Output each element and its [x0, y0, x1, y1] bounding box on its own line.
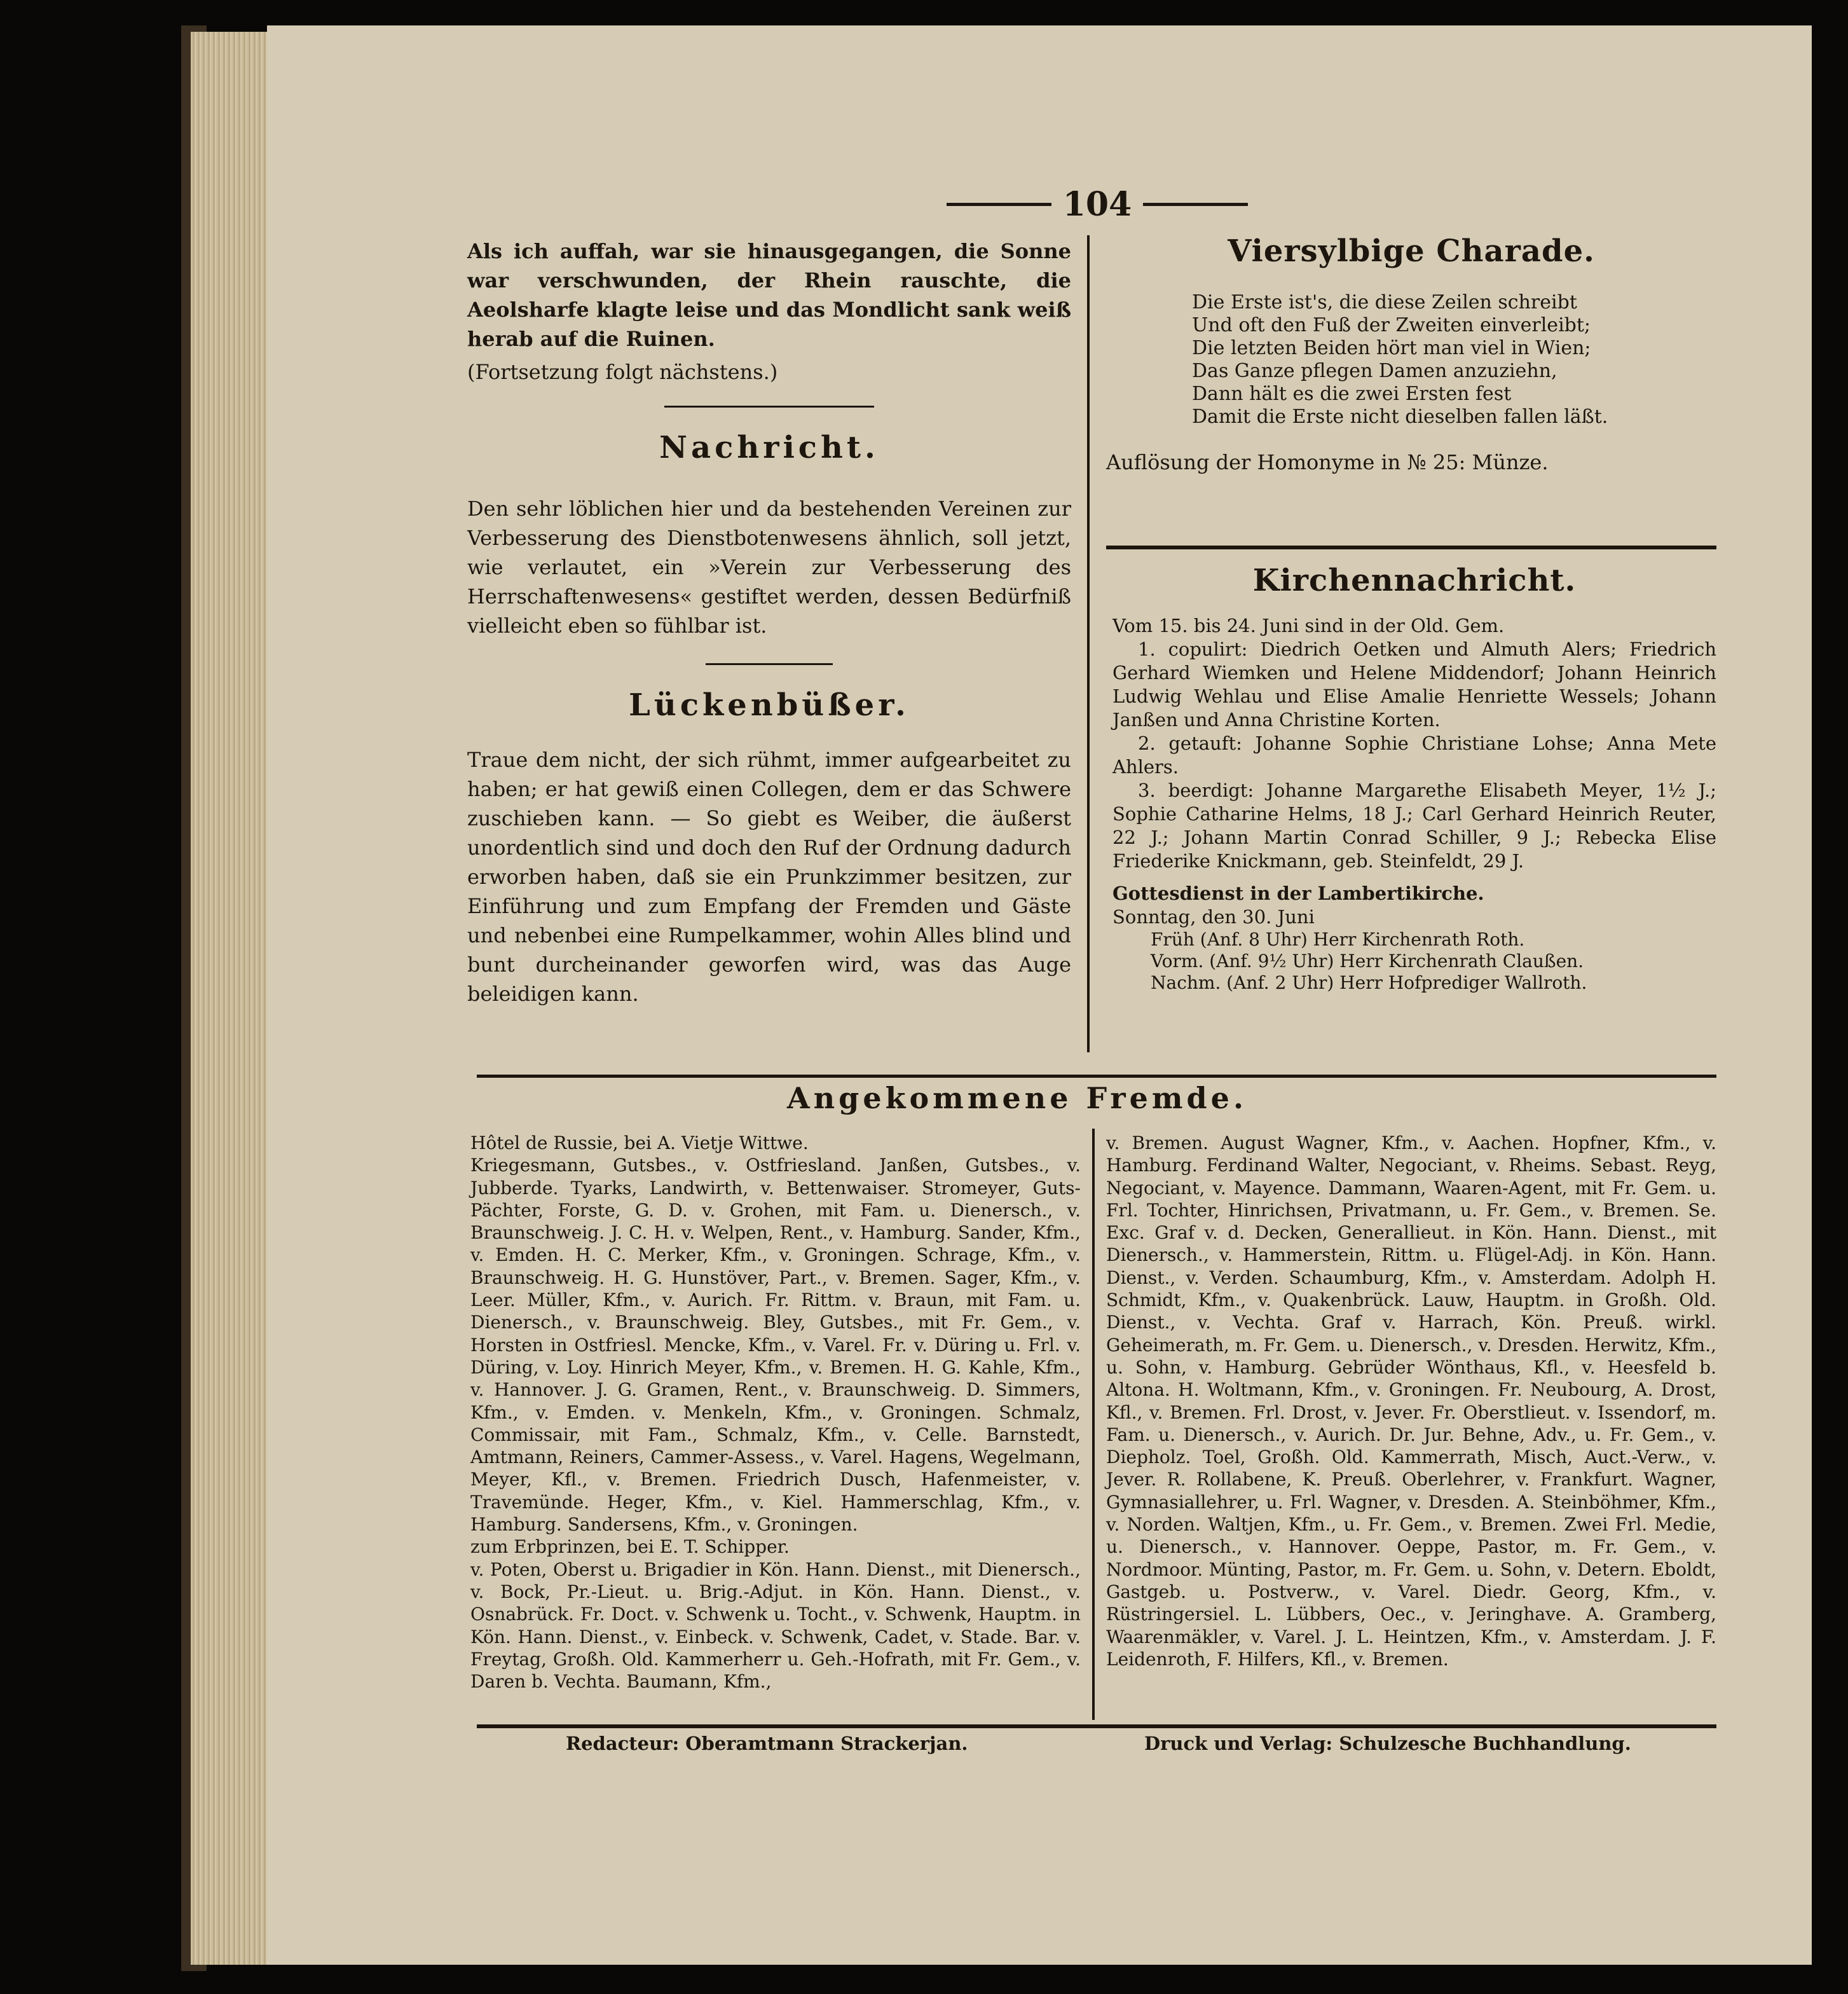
lueckenbuesser-text: Traue dem nicht, der sich rühmt, immer aufgearbeitet zu haben; er hat gewiß einen Collegen, dem er das Schwere zuschieben kann. — So giebt es Weiber, die äußerst unordentlich sind und doch den Ruf der Ordnung dadurch erworben haben, daß sie ein Prunkzimmer besitzen, zur Einführung und zum Empfang der Fremden und Gäste und nebenbei eine Rumpelkammer, wohin Alles blind und bunt durcheinander geworfen wird, was das Auge beleidigen kann. — [467, 748, 1071, 1006]
homonym-solution: Auflösung der Homonyme in № 25: Münze. — [1106, 450, 1549, 474]
section-divider — [664, 406, 874, 408]
column-divider — [1087, 235, 1090, 1052]
poem-line: Das Ganze pflegen Damen anzuziehn, — [1192, 360, 1557, 382]
column-divider — [1092, 1129, 1095, 1720]
fremde-right-guests: v. Bremen. August Wagner, Kfm., v. Aachen. Hopfner, Kfm., v. Hamburg. Ferdinand Walter, Negociant, v. Rheims. Sebast. Reyg, Negociant, v. Mayence. Dammann, Waaren-Agent, mit Fr. Gem. u. Frl. Tochter, Hinrichsen, Privatmann, u. Fr. Gem., v. Bremen. Se. Exc. Graf v. d. Decken, Generallieut. in Kön. Hann. Dienst., mit Dienersch., v. Hammerstein, Rittm. u. Flügel-Adj. in Kön. Hann. Dienst., v. Verden. Schaumburg, Kfm., v. Amsterdam. Adolph H. Schmidt, Kfm., v. Quakenbrück. Lauw, Hauptm. in Großh. Old. Dienst., v. Vechta. Graf v. Harrach, Kön. Preuß. wirkl. Geheimerath, m. Fr. Gem. u. Dienersch., v. Dresden. Herwitz, Kfm., u. Sohn, v. Hamburg. Gebrüder Wönthaus, Kfl., v. Heesfeld b. Altona. H. Woltmann, Kfm., v. Groningen. Fr. Neubourg, A. Drost, Kfl., v. Bremen. Frl. Drost, v. Jever. Fr. Oberstlieut. v. Issendorf, m. Fam. u. Dienersch., v. Aurich. Dr. Jur. Behne, Adv., u. Fr. Gem., v. Diepholz. Toel, Großh. Old. Kammerrath, Misch, Auct.-Verw., v. Jever. R. Rollabene, K. Preuß. Oberlehrer, v. Frankfurt. Wagner, Gymnasiallehrer, u. Frl. Wagner, v. Dresden. A. Steinböhmer, Kfm., v. Norden. Waltjen, Kfm., u. Fr. Gem., v. Bremen. Zwei Frl. Medie, u. Dienersch., v. Hannover. Oeppe, Pastor, m. Fr. Gem., v. Nordmoor. Münting, Pastor, m. Fr. Gem. u. Sohn, v. Detern. Eboldt, Gastgeb. u. Postverw., v. Varel. Diedr. Georg, Kfm., v. Rüstringersiel. L. Lübbers, Oec., v. Jeringhave. A. Gramberg, Waarenmäkler, v. Varel. J. L. Heintzen, Kfm., v. Amsterdam. J. F. Leidenroth, F. Hilfers, Kfl., v. Bremen. — [1106, 1132, 1716, 1670]
service-list — [1151, 929, 1716, 994]
poem-line: Und oft den Fuß der Zweiten einverleibt; — [1192, 314, 1591, 336]
kirchen-intro: Vom 15. bis 24. Juni sind in der Old. Gem. — [1112, 615, 1505, 636]
service-item: Nachm. (Anf. 2 Uhr) Herr Hofprediger Wallroth. — [1151, 972, 1587, 993]
section-divider — [706, 663, 833, 665]
continuation-note: (Fortsetzung folgt nächstens.) — [467, 360, 778, 384]
kirchen-getauft: 2. getauft: Johanne Sophie Christiane Lohse; Anna Mete Ahlers. — [1112, 732, 1716, 778]
erbprinzen-guests: v. Poten, Oberst u. Brigadier in Kön. Hann. Dienst., mit Dienersch., v. Bock, Pr.-Lieut. u. Brig.-Adjut. in Kön. Hann. Dienst., v. Osnabrück. Fr. Doct. v. Schwenk u. Tocht., v. Schwenk, Hauptm. in Kön. Hann. Dienst., v. Einbeck. v. Schwenk, Cadet, v. Stade. Bar. v. Freytag, Großh. Old. Kammerherr u. Geh.-Hofrath, mit Fr. Gem., v. Daren b. Vechta. Baumann, Kfm., — [470, 1558, 1081, 1693]
kirchen-section — [1112, 563, 1716, 994]
poem-line: Damit die Erste nicht dieselben fallen läßt. — [1192, 406, 1608, 428]
gottesdienst-date: Sonntag, den 30. Juni — [1112, 906, 1315, 928]
nachricht-heading: Nachricht. — [659, 430, 879, 465]
charade-heading: Viersylbige Charade. — [1228, 233, 1595, 269]
kirchen-heading: Kirchennachricht. — [1252, 563, 1577, 598]
story-ending: Als ich auffah, war sie hinausgegangen, die Sonne war verschwunden, der Rhein rauschte, die Aeolsharfe klagte leise und das Mondlicht sank weiß herab auf die Ruinen. — [467, 239, 1071, 351]
poem-line: Die letzten Beiden hört man viel in Wien; — [1192, 337, 1591, 359]
service-item: Früh (Anf. 8 Uhr) Herr Kirchenrath Roth. — [1151, 929, 1525, 950]
hotel-russie-heading: Hôtel de Russie, bei A. Vietje Wittwe. — [470, 1132, 809, 1153]
fremde-right-column — [1106, 1132, 1716, 1670]
gottesdienst-heading: Gottesdienst in der Lambertikirche. — [1112, 883, 1484, 904]
erbprinzen-heading: zum Erbprinzen, bei E. T. Schipper. — [470, 1536, 790, 1558]
page-number-header — [932, 182, 1263, 226]
hotel-russie-guests: Kriegesmann, Gutsbes., v. Ostfriesland. Janßen, Gutsbes., v. Jubberde. Tyarks, Landwirth, v. Bettenwaiser. Stromeyer, Guts-Pächter, Forste, G. D. v. Grohen, mit Fam. u. Dienersch., v. Braunschweig. J. C. H. v. Welpen, Rent., v. Hamburg. Sander, Kfm., v. Emden. H. C. Merker, Kfm., v. Groningen. Schrage, Kfm., v. Braunschweig. H. G. Hunstöver, Part., v. Bremen. Sager, Kfm., v. Leer. Müller, Kfm., v. Aurich. Fr. Rittm. v. Braun, mit Fam. u. Dienersch., v. Braunschweig. Bley, Gutsbes., mit Fr. Gem., v. Horsten in Ostfriesl. Mencke, Kfm., v. Varel. Fr. v. Düring u. Frl. v. Düring, v. Loy. Hinrich Meyer, Kfm., v. Bremen. H. G. Kahle, Kfm., v. Hannover. J. G. Gramen, Rent., v. Braunschweig. D. Simmers, Kfm., v. Emden. v. Menkeln, Kfm., v. Groningen. Schmalz, Commissair, mit Fam., Schmalz, Kfm., v. Celle. Barnstedt, Amtmann, Reiners, Cammer-Assess., v. Varel. Hagens, Wegelmann, Meyer, Kfl., v. Bremen. Friedrich Dusch, Hafenmeister, v. Travemünde. Heger, Kfm., v. Kiel. Hammerschlag, Kfm., v. Hamburg. Sandersens, Kfm., v. Groningen. — [470, 1155, 1081, 1536]
nachricht-text: Den sehr löblichen hier und da bestehenden Vereinen zur Verbesserung des Dienstbotenwesens ähnlich, soll jetzt, wie verlautet, ein »Verein zur Verbesserung des Herrschaftenwesens« gestiftet werden, dessen Bedürfniß vielleicht eben so fühlbar ist. — [467, 497, 1071, 638]
lueckenbuesser-heading: Lückenbüßer. — [629, 687, 910, 723]
poem-line: Dann hält es die zwei Ersten fest — [1192, 383, 1512, 405]
service-item: Vorm. (Anf. 9½ Uhr) Herr Kirchenrath Claußen. — [1151, 951, 1584, 972]
editor-credit: Redacteur: Oberamtmann Strackerjan. — [566, 1733, 968, 1754]
kirchen-body — [1112, 614, 1716, 994]
printer-credit: Druck und Verlag: Schulzesche Buchhandlung. — [1144, 1733, 1631, 1754]
header-rule-right — [1143, 203, 1248, 206]
section-rule — [477, 1075, 1716, 1078]
page-number: 104 — [1062, 184, 1132, 224]
poem-line: Die Erste ist's, die diese Zeilen schreibt — [1192, 291, 1577, 313]
fremde-left-column — [470, 1132, 1081, 1693]
charade-poem — [1192, 291, 1716, 429]
kirchen-beerdigt: 3. beerdigt: Johanne Margarethe Elisabeth Meyer, 1½ J.; Sophie Catharine Helms, 18 J.; Carl Gerhard Heinrich Reuter, 22 J.; Johann Martin Conrad Schiller, 9 J.; Rebecka Elise Friederike Knickmann, geb. Steinfeldt, 29 J. — [1112, 780, 1716, 872]
left-column — [467, 237, 1071, 1008]
kirchen-copulirt: 1. copulirt: Diedrich Oetken und Almuth Alers; Friedrich Gerhard Wiemken und Helene Middendorf; Johann Heinrich Ludwig Wehlau und Elise Amalie Henriette Wessels; Johann Janßen und Anna Christine Korten. — [1112, 638, 1716, 731]
right-column — [1106, 233, 1716, 477]
section-rule — [1106, 546, 1716, 549]
header-rule-left — [947, 203, 1051, 206]
footer-rule — [477, 1724, 1716, 1728]
fremde-heading: Angekommene Fremde. — [787, 1081, 1247, 1115]
